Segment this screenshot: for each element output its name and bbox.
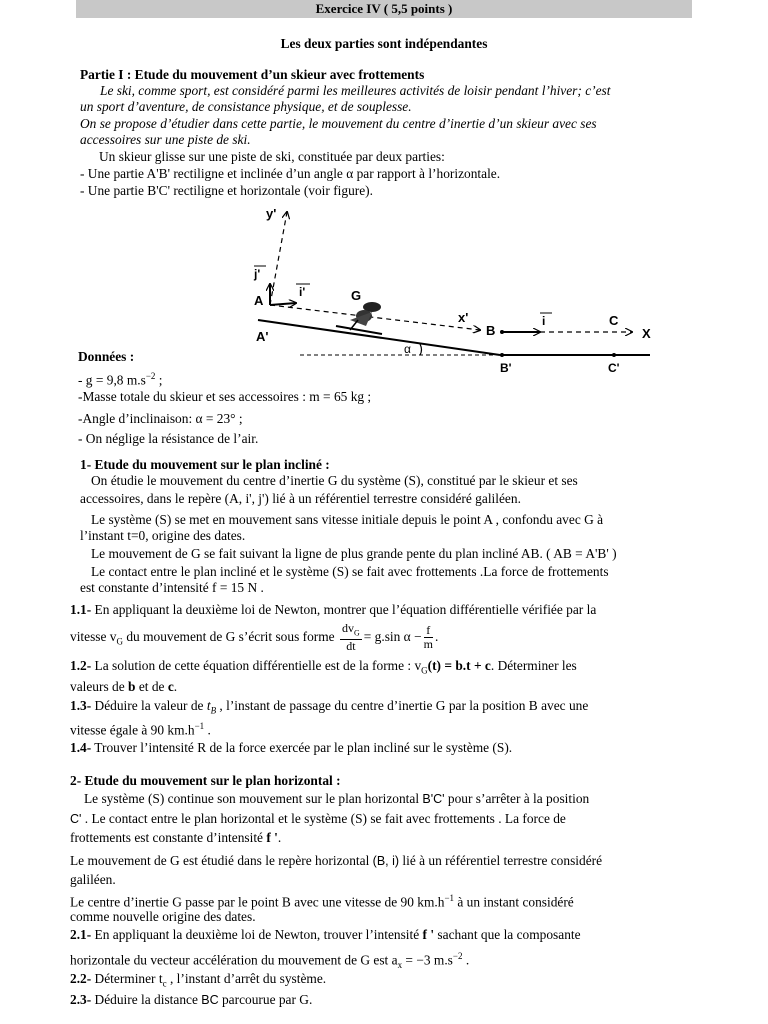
y-axis-line: [270, 212, 287, 305]
exercise-title-banner: Exercice IV ( 5,5 points ): [76, 0, 692, 18]
s1-line-7: est constante d’intensité f = 15 N .: [80, 580, 264, 595]
question-1-3-a: 1.3- Déduire la valeur de $t_B$ , l’instant de passage du centre d’inertie G par la position B avec une: [70, 698, 589, 716]
s1-line-6: Le contact entre le plan incliné et le système (S) se fait avec frottements .La force de frottements: [91, 564, 609, 579]
point-c-label: C: [609, 313, 619, 328]
section1-title: 1- Etude du mouvement sur le plan incliné :: [80, 457, 330, 472]
subtitle: Les deux parties sont indépendantes: [280, 36, 488, 51]
angle-arc: [420, 344, 422, 355]
i-prime-vector: [270, 303, 296, 305]
s2-line-3: frottements est constante d’intensité f '.: [70, 830, 282, 845]
donnees-angle: -Angle d’inclinaison: α = 23° ;: [78, 411, 243, 426]
intro-line-4: accessoires sur une piste de ski.: [80, 132, 251, 147]
intro-line-3: On se propose d’étudier dans cette partie, le mouvement du centre d’inertie d’un skieur avec ses: [80, 116, 597, 131]
s2-line-2: C' . Le contact entre le plan horizontal et le système (S) se fait avec frottements . La force de: [70, 811, 566, 826]
point-a-label: A: [254, 293, 264, 308]
s1-line-5: Le mouvement de G se fait suivant la ligne de plus grande pente du plan incliné AB. ( AB = A'B' ): [91, 546, 617, 561]
s1-line-1: On étudie le mouvement du centre d’inertie G du système (S), constitué par le skieur et ses: [91, 473, 578, 488]
point-c-prime-dot: [612, 353, 616, 357]
s2-line-5: galiléen.: [70, 872, 116, 887]
alpha-label: α: [404, 342, 411, 356]
x-axis-label: X: [642, 326, 651, 341]
intro-line-1: Le ski, comme sport, est considéré parmi les meilleures activités de loisir pendant l’hiver; c’est: [100, 83, 611, 98]
x-prime-label: x': [458, 310, 469, 325]
point-c-prime-label: C': [608, 361, 620, 375]
i-vector-label: i: [542, 314, 546, 328]
s2-line-6: Le centre d’inertie G passe par le point B avec une vitesse de 90 $km.h^{-1}$ à un instant considéré: [70, 893, 574, 910]
point-b-prime-dot: [500, 353, 504, 357]
track-line-1: Un skieur glisse sur une piste de ski, constituée par deux parties:: [99, 149, 445, 164]
s1-line-2: accessoires, dans le repère (A, i', j') lié à un référentiel terrestre considéré galiléen.: [80, 491, 521, 506]
part1-title: Partie I : Etude du mouvement d’un skieur avec frottements: [80, 67, 425, 82]
donnees-g: - g = 9,8 $m.s^{-2}$ ;: [78, 371, 163, 388]
s2-line-7: comme nouvelle origine des dates.: [70, 909, 256, 924]
point-a-prime-label: A': [256, 329, 269, 344]
ski-track-figure: [0, 0, 768, 400]
question-1-1-a: 1.1- En appliquant la deuxième loi de Newton, montrer que l’équation différentielle vérifiée par la: [70, 602, 597, 617]
donnees-air: - On néglige la résistance de l’air.: [78, 431, 259, 446]
s1-line-4: l’instant t=0, origine des dates.: [80, 528, 246, 543]
point-b-label: B: [486, 323, 496, 338]
question-2-2: 2.2- Déterminer $t_c$ , l’instant d’arrêt du système.: [70, 971, 327, 989]
question-2-3: 2.3- Déduire la distance BC parcourue par G.: [70, 992, 313, 1007]
i-prime-label: i': [299, 285, 306, 299]
donnees-mass: -Masse totale du skieur et ses accessoires : m = 65 kg ;: [78, 389, 372, 404]
intro-line-2: un sport d’aventure, de consistance physique, et de souplesse.: [80, 99, 412, 114]
question-1-2-b: valeurs de b et de c.: [70, 679, 178, 694]
point-b-prime-label: B': [500, 361, 512, 375]
question-2-1-a: 2.1- En appliquant la deuxième loi de Newton, trouver l’intensité f ' sachant que la composante: [70, 927, 581, 942]
s1-line-3: Le système (S) se met en mouvement sans vitesse initiale depuis le point A , confondu avec G à: [91, 512, 604, 527]
section2-title: 2- Etude du mouvement sur le plan horizontal :: [70, 773, 341, 788]
s2-line-4: Le mouvement de G est étudié dans le repère horizontal (B, i) lié à un référentiel terrestre considéré: [70, 853, 603, 868]
skier-icon: [336, 302, 382, 334]
j-vector-label: j': [254, 267, 261, 281]
y-axis-label: y': [266, 206, 277, 221]
point-g-label: G: [351, 288, 362, 303]
question-1-3-b: vitesse égale à 90 $km.h^{-1}$ .: [70, 721, 211, 738]
donnees-title: Données :: [78, 349, 135, 364]
s2-line-1: Le système (S) continue son mouvement sur le plan horizontal B'C' pour s’arrêter à la position: [84, 791, 590, 806]
question-2-1-b: horizontale du vecteur accélération du mouvement de G est $a_x = -3$ $m.s^{-2}$ .: [70, 951, 470, 971]
question-1-2-a: 1.2- La solution de cette équation différentielle est de la forme : $v_G(t) = b.t + c$. Déterminer les: [70, 658, 577, 676]
question-1-1-b: vitesse $v_G$ du mouvement de G s’écrit sous forme $\frac{dv_G}{dt}$ = g.sin α − $\frac{f}{m}$ .: [70, 621, 439, 654]
question-1-4: 1.4- Trouver l’intensité R de la force exercée par le plan incliné sur le système (S).: [70, 740, 513, 755]
incline-surface: [258, 320, 500, 355]
track-line-2: - Une partie A'B' rectiligne et inclinée d’un angle α par rapport à l’horizontale.: [80, 166, 501, 181]
track-line-3: - Une partie B'C' rectiligne et horizontale (voir figure).: [80, 183, 373, 198]
